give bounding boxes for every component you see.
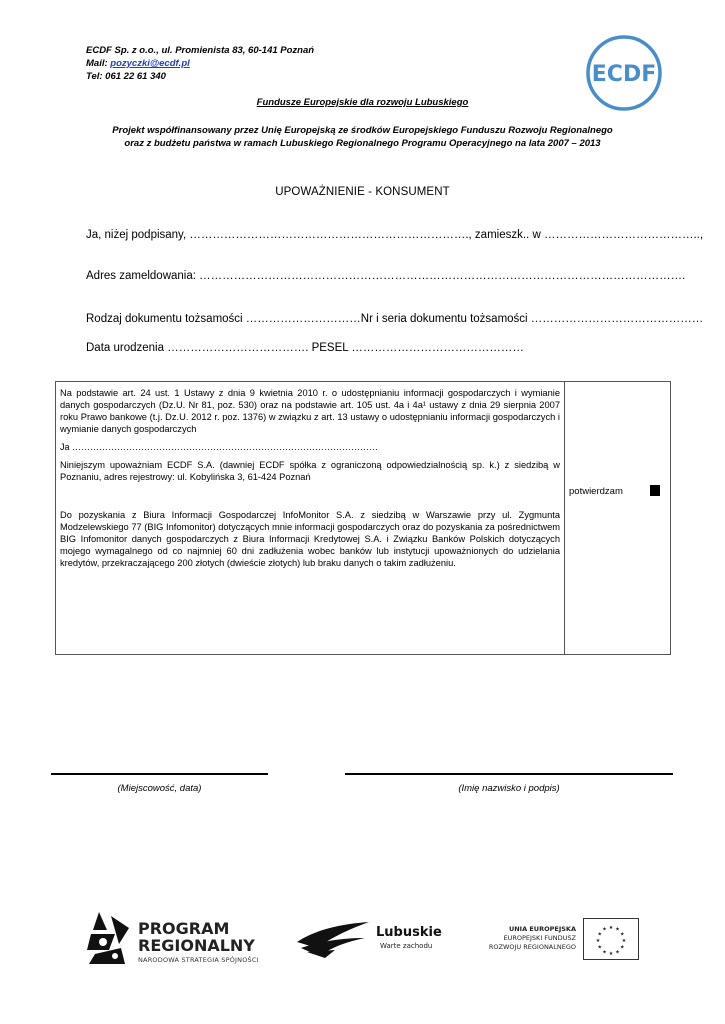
program-line-3: NARODOWA STRATEGIA SPÓJNOŚCI (138, 956, 259, 964)
project-line-1: Projekt współfinansowany przez Unię Europejską ze środków Europejskiego Funduszu Rozwoju Regionalnego (112, 125, 613, 136)
document-title: UPOWAŻNIENIE - KONSUMENT (275, 186, 450, 198)
confirm-label: potwierdzam (569, 486, 623, 497)
confirm-cell (565, 382, 671, 655)
eu-flag-icon (583, 918, 639, 960)
svg-text:★: ★ (597, 931, 602, 938)
form-line-address: Adres zameldowania: ………………………………………………………………………………………………………………. (86, 270, 686, 282)
consent-table (55, 381, 671, 655)
program-line-2: REGIONALNY (138, 936, 255, 955)
fund-title: Fundusze Europejskie dla rozwoju Lubuskiego (256, 97, 469, 108)
authorization-paragraph: Niniejszym upoważniam ECDF S.A. (dawniej ECDF spółka z ograniczoną odpowiedzialnością sp. k.) z siedzibą w Poznaniu, adres rejestrowy: ul. Kobylińska 3, 61-424 Poznań (60, 460, 560, 482)
form-line-birth-pesel: Data urodzenia ………………………………. PESEL ……………………………………… (86, 342, 524, 354)
place-date-line (51, 773, 268, 775)
eu-text (468, 925, 576, 952)
signature-line (345, 773, 673, 775)
confirm-checkbox[interactable] (650, 485, 660, 496)
mail-label: Mail: (86, 58, 108, 69)
svg-text:★: ★ (615, 949, 620, 956)
program-regionalny-text (138, 920, 255, 954)
program-regionalny-emblem (85, 910, 133, 966)
svg-text:★: ★ (621, 938, 627, 944)
svg-text:★: ★ (608, 925, 614, 931)
form-line-id-document: Rodzaj dokumentu tożsamości …………………………Nr i seria dokumentu tożsamości ……………………………………… (86, 313, 704, 325)
svg-text:★: ★ (608, 951, 614, 957)
svg-text:★: ★ (597, 944, 602, 951)
signature-caption: (Imię nazwisko i podpis) (458, 783, 560, 794)
svg-text:★: ★ (620, 931, 625, 938)
eu-line-3: ROZWOJU REGIONALNEGO (488, 943, 576, 951)
svg-text:★: ★ (602, 926, 607, 933)
phone-line: Tel: 061 22 61 340 (86, 71, 166, 82)
svg-text:★: ★ (595, 938, 601, 944)
ja-line: Ja ………………………………………………………………………………………… (60, 442, 379, 452)
lubuskie-tagline: Warte zachodu (380, 942, 433, 950)
place-date-caption: (Miejscowość, data) (117, 783, 202, 794)
ecdf-logo-text: ECDF (591, 62, 657, 87)
svg-text:★: ★ (615, 926, 620, 933)
program-line-1: PROGRAM (138, 919, 230, 938)
project-line-2: oraz z budżetu państwa w ramach Lubuskiego Regionalnego Programu Operacyjnego na lata 2007 – 2013 (124, 138, 601, 149)
lubuskie-name: Lubuskie (376, 925, 442, 940)
consent-text-cell (56, 382, 565, 655)
svg-text:★: ★ (620, 944, 625, 951)
eu-line-2: EUROPEJSKI FUNDUSZ (503, 934, 576, 942)
mail-link[interactable]: pozyczki@ecdf.pl (110, 58, 190, 69)
lubuskie-emblem (295, 920, 375, 960)
mail-line (86, 57, 190, 70)
data-retrieval-paragraph: Do pozyskania z Biura Informacji Gospodarczej InfoMonitor S.A. z siedzibą w Warszawie przy ul. Zygmunta Modzelewskiego 77 (BIG Infomonitor) dotyczących mnie informacji gospodarczych oraz do pozyskania za pośrednictwem BIG Infomonitor danych gospodarczych z Biura Informacji Kredytowej S.A. i Związku Banków Polskich dotyczących mojego wymagalnego od co najmniej 60 dni zadłużenia wobec banków lub instytucji upoważnionych do udzielania kredytów, przekraczającego 200 złotych (dwieście złotych) lub braku danych o takim zadłużeniu. (60, 510, 560, 568)
svg-text:★: ★ (602, 949, 607, 956)
company-address: ECDF Sp. z o.o., ul. Promienista 83, 60-141 Poznań (86, 45, 315, 56)
legal-basis-paragraph: Na podstawie art. 24 ust. 1 Ustawy z dnia 9 kwietnia 2010 r. o udostępnianiu informacji gospodarczych i wymianie danych gospodarczych (Dz.U. Nr 81, poz. 530) oraz na podstawie art. 105 ust. 4a i 4a¹ ustawy z dnia 29 sierpnia 2007 roku Prawo bankowe (t.j. Dz.U. 2012 r. poz. 1376) w związku z art. 13 ustawy o udostępnianiu informacji gospodarczych i wymianie danych gospodarczych (60, 388, 560, 434)
form-line-name: Ja, niżej podpisany, ………………………………………………………………., zamieszk.. w ………………………………….., (86, 229, 704, 241)
eu-line-1: UNIA EUROPEJSKA (508, 925, 576, 933)
